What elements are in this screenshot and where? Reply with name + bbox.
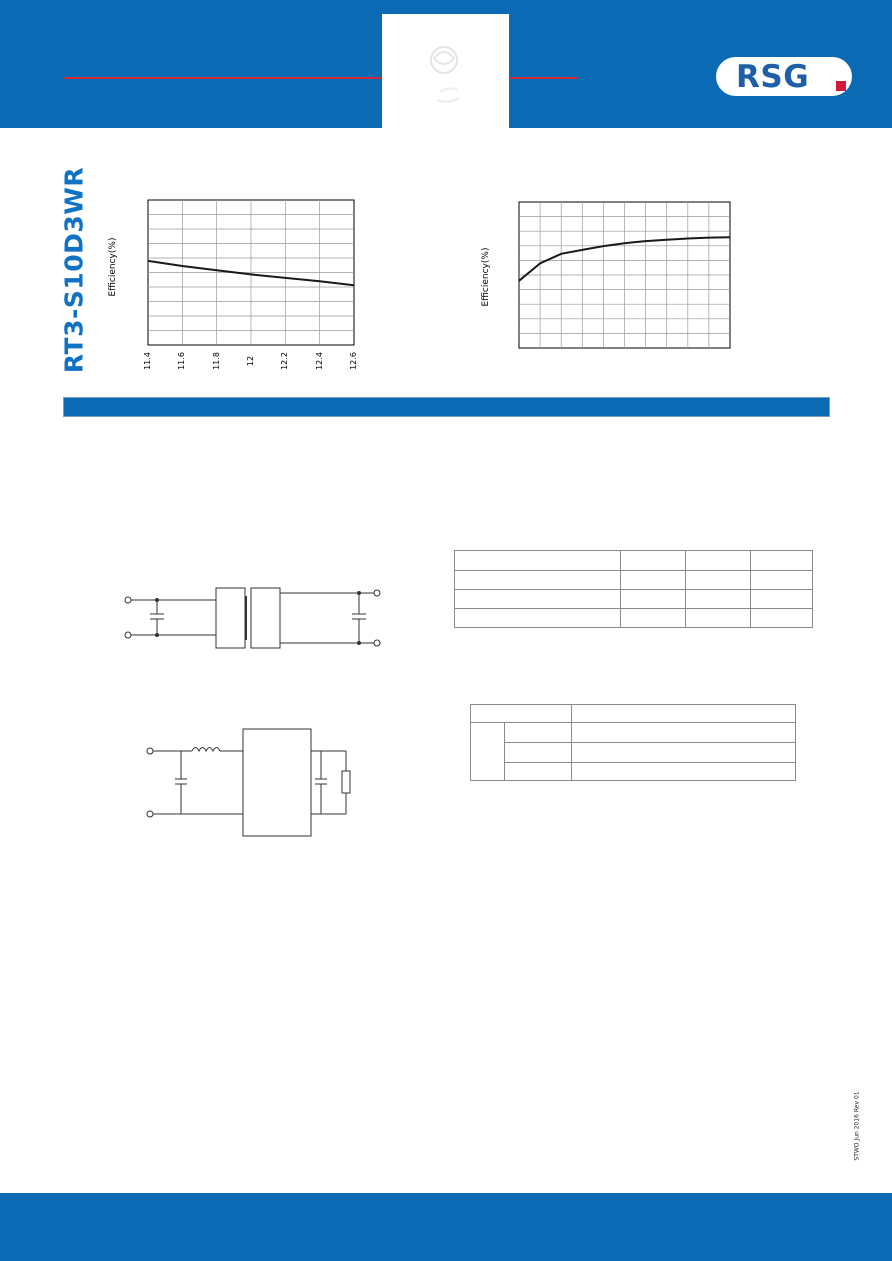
spec-table-2 (470, 704, 796, 781)
converter-module-box (243, 729, 311, 836)
chart-x-tick-label: 12.6 (349, 352, 358, 370)
chart-x-tick-label: 11.4 (143, 352, 152, 370)
revision-text: STWO Jun 2016 Rev 01 (853, 1091, 861, 1161)
rsg-logo-text: RSG (736, 59, 810, 95)
filter-input-bottom (147, 811, 153, 817)
chart-x-tick-label: 12.4 (314, 352, 324, 370)
spec-table-1 (454, 550, 813, 628)
chart-x-tick-label: 11.8 (211, 352, 221, 370)
chart-x-tick-label: 12 (246, 355, 255, 367)
page-footer (0, 1193, 892, 1261)
chart-x-tick-label: 11.6 (177, 352, 187, 370)
chart2-ylabel: Efficiency(%) (481, 247, 491, 307)
chart-x-tick-label: 12.2 (280, 352, 290, 370)
inductor-symbol (192, 748, 220, 752)
load-resistor-symbol (342, 771, 350, 793)
filter-input-top (147, 748, 153, 754)
chart1-ylabel: Efficiency(%) (108, 237, 118, 297)
document-revision-note (852, 1091, 862, 1161)
product-title: RT3-S10D3WR (59, 166, 89, 374)
